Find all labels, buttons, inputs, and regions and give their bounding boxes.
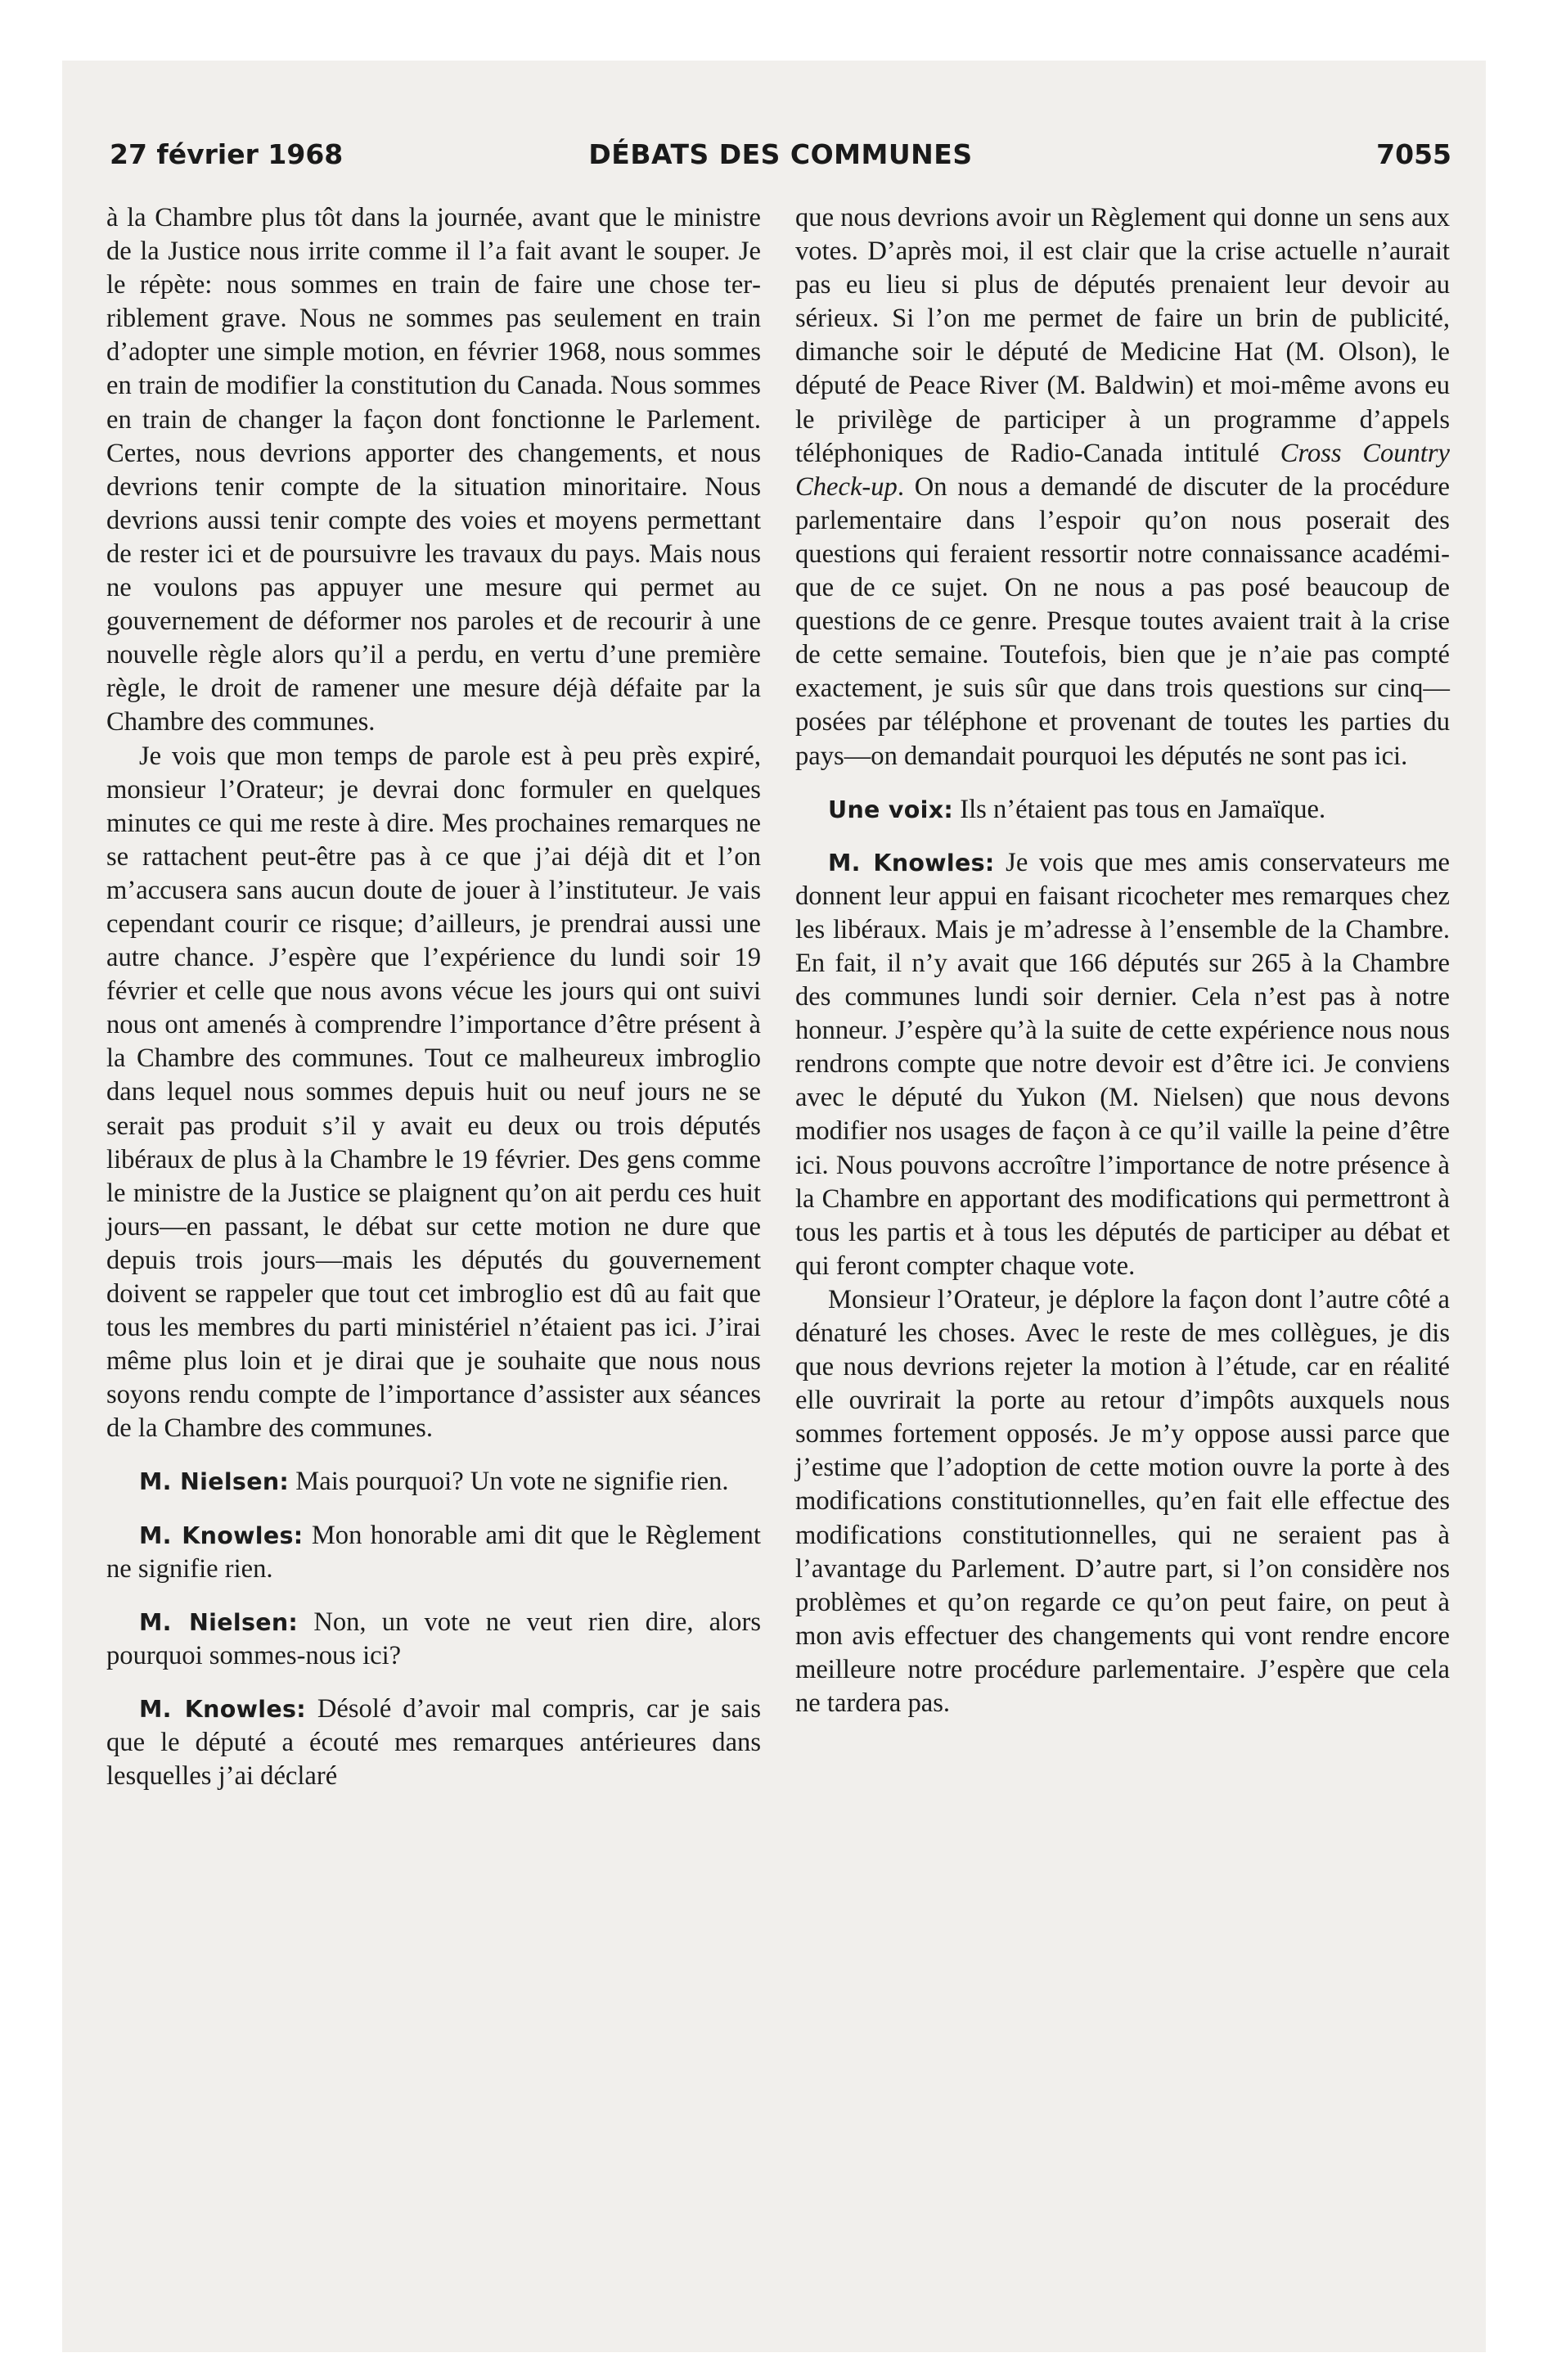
paragraph-text: que nous devrions avoir un Règlement qui donne un sens aux votes. D’après moi, il est clair que la crise actuelle n’aurait pas eu lieu si plus de députés prenaient leur devoir au sérieux. Si l’on me permet de faire un brin de publicité, dimanche soir le député de Medicine Hat (M. Olson), le député de Peace River (M. Baldwin) et moi-même avons eu le privilège de participer à un programme d’appels téléphoniques de Radio-Canada intitulé <box>795 203 1450 468</box>
paragraph: Je vois que mon temps de parole est à peu près expiré, monsieur l’Orateur; je devrai donc formuler en quelques minutes ce qui me reste à dire. Mes prochaines remarques ne se rattachent peut-être pas à ce que j’ai déjà dit et l’on m’accusera sans aucun doute de jouer à l’instituteur. Je vais cependant courir ce risque; d’ailleurs, je prendrai aussi une autre chance. J’espère que l’expérience du lundi soir 19 février et celle que nous avons vécue les jours qui ont suivi nous ont amenés à comprendre l’importance d’être présent à la Chambre des communes. Tout ce malheureux imbroglio dans lequel nous sommes depuis huit ou neuf jours ne se serait pas produit s’il y avait eu deux ou trois députés libéraux de plus à la Chambre le 19 février. Des gens comme le ministre de la Justice se plaignent qu’on ait perdu ces huit jours—en passant, le débat sur cette motion ne dure que depuis trois jours—mais les députés du gouvernement doivent se rappeler que tout cet imbroglio est dû au fait que tous les membres du parti ministériel n’étaient pas ici. J’irai même plus loin et je dirai que je souhaite que nous nous soyons rendu compte de l’importance d’assister aux séances de la Chambre des communes. <box>106 741 761 1444</box>
speech-text: Mais pourquoi? Un vote ne signifie rien. <box>295 1467 729 1497</box>
program-title: Cross Country Check-up <box>795 438 1450 502</box>
speaker-name: M. Knowles: <box>139 1695 306 1723</box>
paragraph-text: . On nous a demandé de discuter de la procédure parlementaire dans l’espoir qu’on nous poserait des questions qui feraient ressortir notre connaissance académique de ce sujet. On ne nous a pas posé beaucoup de questions de ce genre. Presque toutes avaient trait à la crise de cette semaine. Toutefois, bien que je n’aie pas compté exactement, je suis sûr que dans trois questions sur cinq—posées par téléphone et provenant de toutes les parties du pays—on demandait pourquoi les députés ne sont pas ici. <box>795 471 1450 771</box>
speaker-name: M. Nielsen: <box>139 1468 290 1496</box>
speech <box>795 793 1450 827</box>
speech <box>106 1465 761 1499</box>
speech <box>795 846 1450 1283</box>
speech <box>106 1693 761 1793</box>
page-header <box>110 138 1451 178</box>
header-title: DÉBATS DES COMMUNES <box>588 138 973 170</box>
page-number: 7055 <box>1376 138 1451 170</box>
speech-text: Désolé d’avoir mal compris, car je sais que le député a écouté mes remarques antérieures dans lesquelles j’ai déclaré <box>106 1693 761 1792</box>
speech <box>106 1519 761 1586</box>
header-date: 27 février 1968 <box>110 138 344 170</box>
paragraph <box>795 201 1450 773</box>
speech-text: Ils n’étaient pas tous en Jamaïque. <box>960 794 1326 824</box>
speech-text: Je vois que mes amis conservateurs me donnent leur appui en faisant ricocheter mes remarques chez les libéraux. Mais je m’adresse à l’ensemble de la Chambre. En fait, il n’y avait que 166 députés sur 265 à la Chambre des communes lundi soir dernier. Cela n’est pas à notre honneur. J’espère qu’à la suite de cette expérience nous nous rendrons compte que notre devoir est d’être ici. Je conviens avec le député du Yukon (M. Nielsen) que nous devons modifier nos usages de façon à ce qu’il vaille la peine d’être ici. Nous pouvons accroître l’importance de notre présence à la Chambre en apportant des modifications qui permettront à tous les partis et à tous les députés de participer au débat et qui feront compter chaque vote. <box>795 847 1450 1281</box>
speaker-name: M. Knowles: <box>139 1521 304 1549</box>
right-column <box>795 201 1450 1720</box>
speaker-name: M. Knowles: <box>828 849 995 877</box>
document-page <box>62 61 1486 2352</box>
speech-text: Non, un vote ne veut rien dire, alors pourquoi sommes-nous ici? <box>106 1607 761 1670</box>
speech <box>106 1606 761 1673</box>
speech-text: Mon honorable ami dit que le Règlement ne signifie rien. <box>106 1520 761 1584</box>
left-column <box>106 201 761 1793</box>
paragraph: à la Chambre plus tôt dans la journée, avant que le ministre de la Justice nous irrite comme il l’a fait avant le souper. Je le répète: nous sommes en train de faire une chose terriblement grave. Nous ne sommes pas seulement en train d’adopter une simple motion, en février 1968, nous sommes en train de modifier la constitution du Canada. Nous sommes en train de changer la façon dont fonctionne le Parlement. Certes, nous devrions apporter des changements, et nous devrions tenir compte de la situation minoritaire. Nous devrions aussi tenir compte des voies et moyens permettant de rester ici et de poursuivre les travaux du pays. Mais nous ne voulons pas appuyer une mesure qui permet au gouvernement de déformer nos paroles et de recourir à une nouvelle règle alors qu’il a perdu, en vertu d’une première règle, le droit de ramener une mesure déjà défaite par la Chambre des communes. <box>106 203 761 737</box>
speaker-name: M. Nielsen: <box>139 1608 299 1636</box>
paragraph: Monsieur l’Orateur, je déplore la façon dont l’autre côté a dénaturé les choses. Avec le reste de mes collègues, je dis que nous devrions rejeter la motion à l’étude, car en réalité elle ouvrirait la porte au retour d’impôts auxquels nous sommes fortement opposés. Je m’y oppose aussi parce que j’estime que l’adoption de cette motion ouvre la porte à des modifications constitutionnelles, qu’en fait elle effectue des modifications constitutionnelles, qui ne seraient pas à l’avantage du Parlement. D’autre part, si l’on considère nos problèmes et qu’on regarde ce qu’on peut faire, on peut à mon avis effectuer des changements qui vont rendre encore meilleure notre procédure parlementaire. J’espère que cela ne tardera pas. <box>795 1284 1450 1719</box>
speaker-name: Une voix: <box>828 796 954 823</box>
